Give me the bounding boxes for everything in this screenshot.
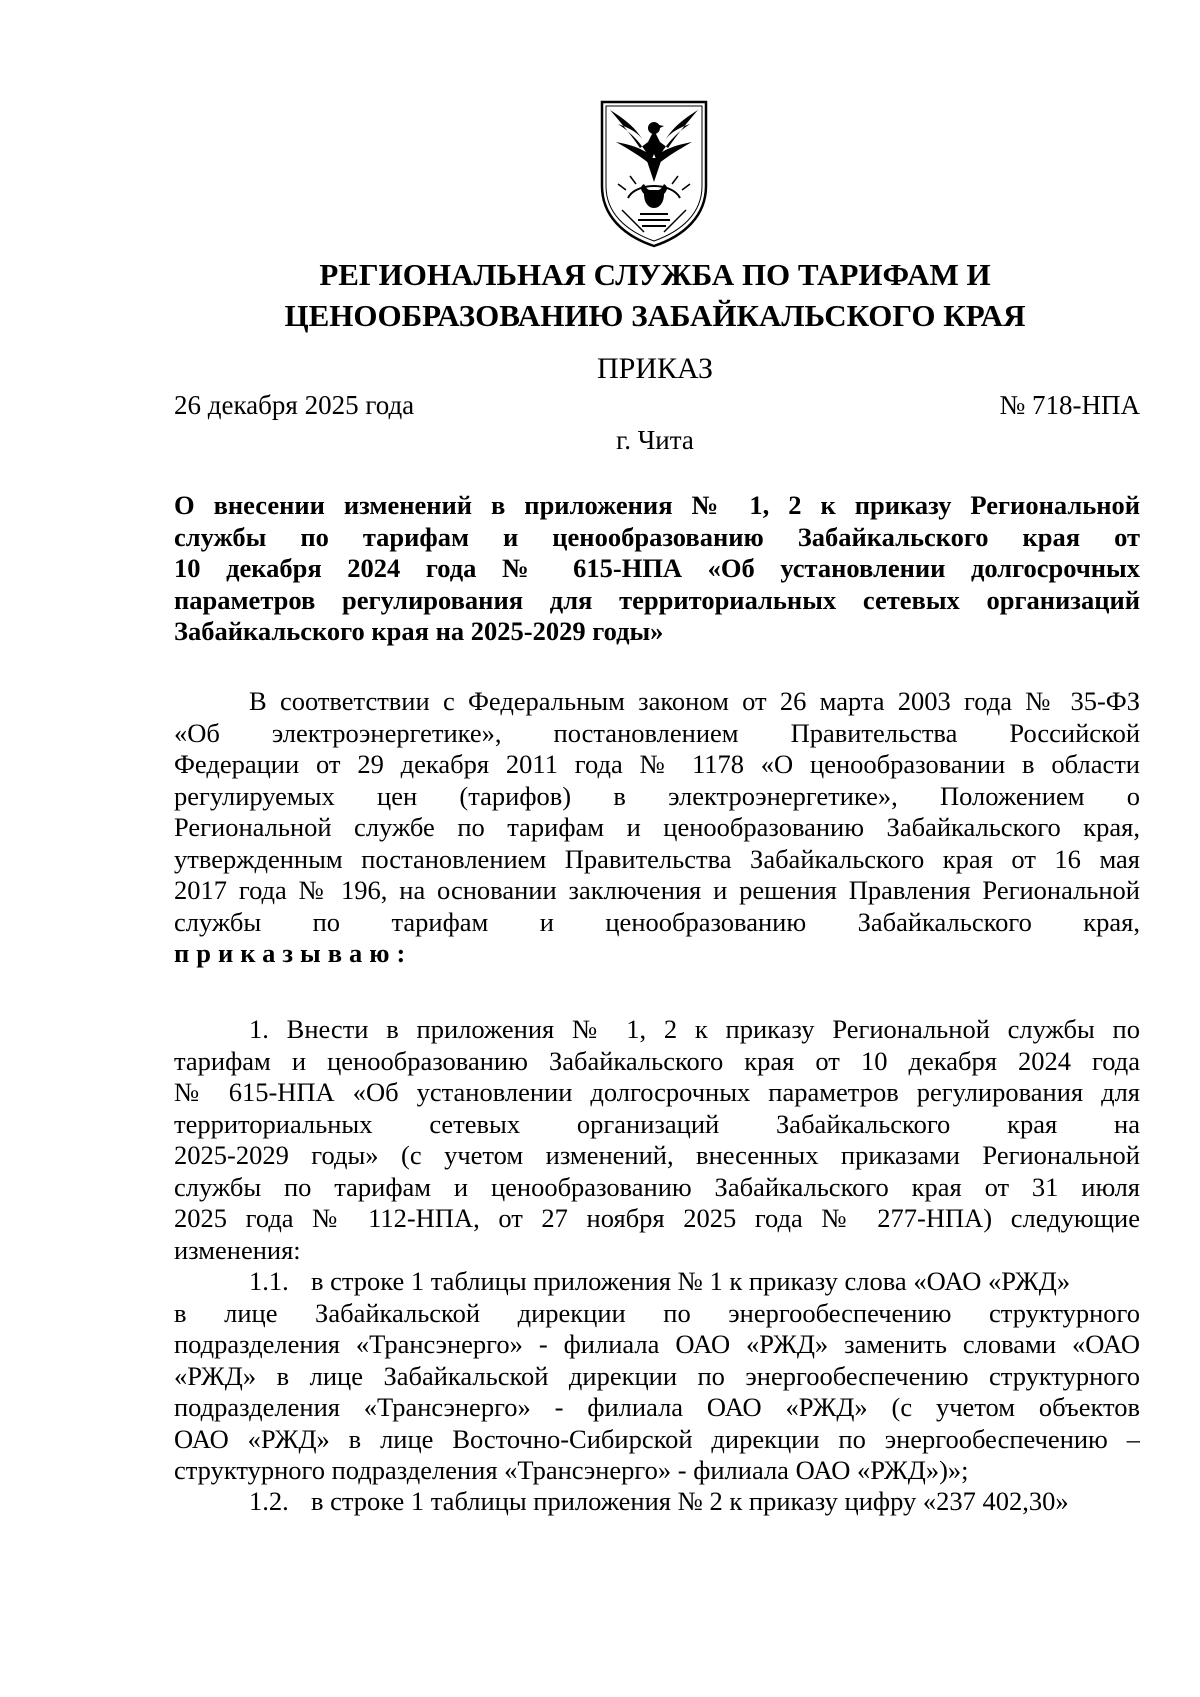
subject-line: 10 декабря 2024 года № 615-НПА «Об установлении долгосрочных xyxy=(174,553,1140,583)
preamble-line: «Об электроэнергетике», постановлением Правительства Российской xyxy=(174,717,1140,748)
item-1-2-paragraph xyxy=(174,1486,1140,1518)
coat-of-arms-emblem xyxy=(596,98,712,248)
preamble-line: 2017 года № 196, на основании заключения и решения Правления Региональной xyxy=(174,875,1140,905)
preamble-line: регулируемых цен (тарифов) в электроэнергетике», Положением о xyxy=(174,780,1140,811)
subject-line: О внесении изменений в приложения № 1, 2 к приказу Региональной xyxy=(174,490,1140,520)
item-1-paragraph xyxy=(174,1014,1140,1266)
agency-name-line-1: РЕГИОНАЛЬНАЯ СЛУЖБА ПО ТАРИФАМ И xyxy=(319,257,991,292)
item-1-line: № 615-НПА «Об установлении долгосрочных параметров регулирования для xyxy=(174,1077,1140,1107)
item-1-1-first-text: в строке 1 таблицы приложения № 1 к приказу слова «ОАО «РЖД» xyxy=(311,1266,1071,1296)
item-1-2-first-text: в строке 1 таблицы приложения № 2 к приказу цифру «237 402,30» xyxy=(311,1486,1069,1516)
item-1-line: изменения: xyxy=(174,1234,301,1265)
agency-name-line-2: ЦЕНООБРАЗОВАНИЮ ЗАБАЙКАЛЬСКОГО КРАЯ xyxy=(284,298,1026,333)
subject-line: Забайкальского края на 2025-2029 годы» xyxy=(174,616,664,646)
item-1-line: 2025 года № 112-НПА, от 27 ноября 2025 года № 277-НПА) следующие xyxy=(174,1203,1140,1233)
item-1-line: 1. Внести в приложения № 1, 2 к приказу Региональной службы по xyxy=(249,1014,1140,1044)
document-subject xyxy=(174,490,1140,648)
item-1-2-number: 1.2. xyxy=(249,1486,289,1516)
item-1-1-number: 1.1. xyxy=(249,1266,289,1296)
preamble-line: утвержденным постановлением Правительства Забайкальского края от 16 мая xyxy=(174,843,1140,874)
item-1-1-line: подразделения «Трансэнерго» - филиала ОАО «РЖД» заменить словами «ОАО xyxy=(174,1329,1140,1359)
document-type: ПРИКАЗ xyxy=(597,352,713,385)
preamble-paragraph xyxy=(174,686,1140,970)
item-1-line: тарифам и ценообразованию Забайкальского края от 10 декабря 2024 года xyxy=(174,1045,1140,1076)
item-1-line: территориальных сетевых организаций Забайкальского края на xyxy=(174,1108,1140,1139)
item-1-1-line: «РЖД» в лице Забайкальской дирекции по энергообеспечению структурного xyxy=(174,1360,1140,1391)
item-1-1-paragraph xyxy=(174,1266,1140,1487)
item-1-1-line: структурного подразделения «Трансэнерго» - филиала ОАО «РЖД»)»; xyxy=(174,1455,969,1485)
item-1-1-line: ОАО «РЖД» в лице Восточно-Сибирской дирекции по энергообеспечению – xyxy=(174,1423,1140,1454)
subject-line: параметров регулирования для территориальных сетевых организаций xyxy=(174,584,1140,615)
preamble-line: службы по тарифам и ценообразованию Забайкальского края, xyxy=(174,906,1140,937)
item-1-1-line: в лице Забайкальской дирекции по энергообеспечению структурного xyxy=(174,1297,1140,1328)
item-1-1-first-line xyxy=(174,1266,1140,1298)
preamble-line: Региональной службе по тарифам и ценообразованию Забайкальского края, xyxy=(174,812,1140,842)
preamble-line: Федерации от 29 декабря 2011 года № 1178 «О ценообразовании в области xyxy=(174,749,1140,779)
agency-name xyxy=(170,254,1140,336)
document-date: 26 декабря 2025 года xyxy=(174,390,415,420)
document-number: № 718-НПА xyxy=(999,390,1140,420)
preamble-line: В соответствии с Федеральным законом от 26 марта 2003 года № 35-ФЗ xyxy=(249,686,1140,716)
subject-line: службы по тарифам и ценообразованию Забайкальского края от xyxy=(174,521,1140,552)
item-1-line: службы по тарифам и ценообразованию Забайкальского края от 31 июля xyxy=(174,1171,1140,1202)
document-city: г. Чита xyxy=(616,425,694,455)
item-1-2-first-line xyxy=(174,1486,1140,1518)
item-1-line: 2025-2029 годы» (с учетом изменений, внесенных приказами Региональной xyxy=(174,1140,1140,1170)
order-word: приказываю: xyxy=(174,938,413,968)
item-1-1-line: подразделения «Трансэнерго» - филиала ОАО «РЖД» (с учетом объектов xyxy=(174,1392,1140,1422)
